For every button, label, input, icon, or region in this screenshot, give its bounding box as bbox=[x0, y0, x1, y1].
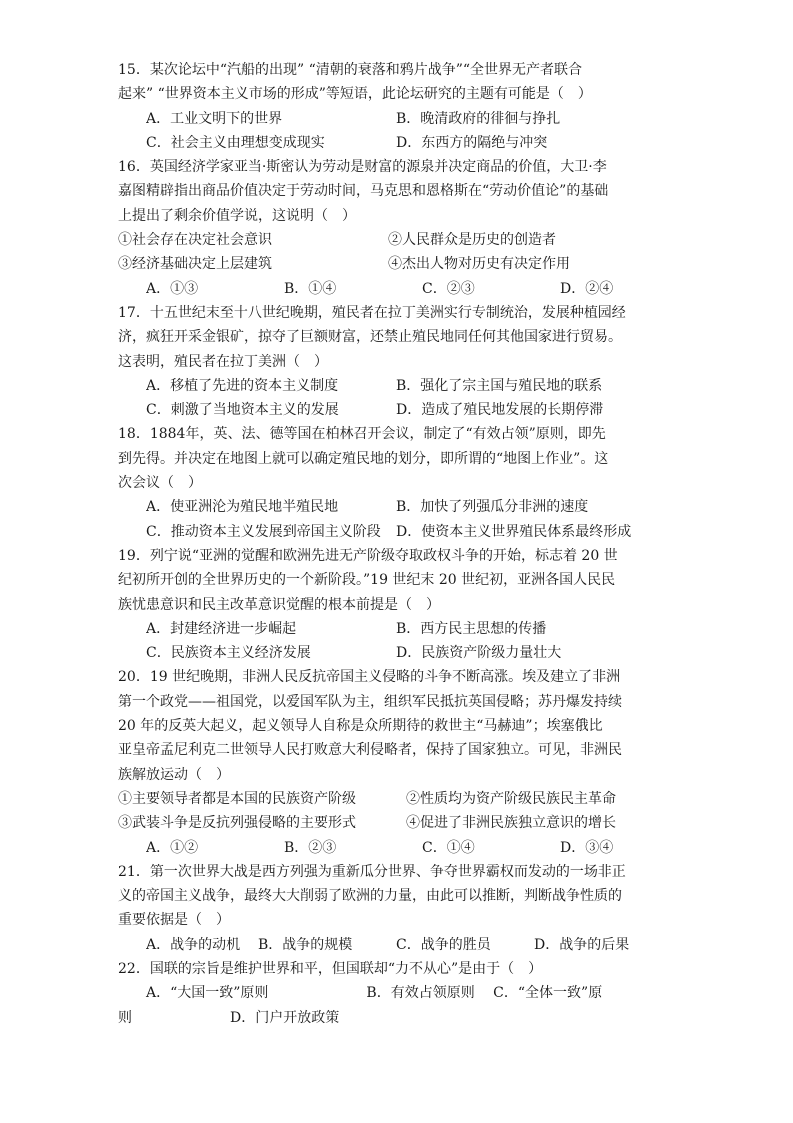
option-b[interactable]: B．战争的规模 bbox=[258, 936, 353, 953]
statement-item: ④促进了非洲民族独立意识的增长 bbox=[406, 815, 616, 832]
statement-item: ①主要领导者都是本国的民族资产阶级 bbox=[118, 790, 356, 807]
option-line: 则 D．门户开放政策 bbox=[118, 1009, 340, 1026]
option-row bbox=[118, 277, 678, 301]
option-row bbox=[118, 520, 678, 544]
option-a[interactable]: A．封建经济进一步崛起 bbox=[146, 620, 297, 637]
statement-row bbox=[118, 787, 678, 811]
question-text-line: 16．英国经济学家亚当·斯密认为劳动是财富的源泉并决定商品的价值，大卫·李 bbox=[118, 159, 607, 176]
statement-row bbox=[118, 228, 678, 252]
option-c[interactable]: C．社会主义由理想变成现实 bbox=[146, 134, 325, 151]
question-text-line: 族忧患意识和民主改革意识觉醒的根本前提是（ ） bbox=[118, 596, 440, 613]
question-19 bbox=[118, 544, 678, 665]
question-text-line: 起来” “世界资本主义市场的形成”等短语，此论坛研究的主题有可能是（ ） bbox=[118, 86, 592, 103]
option-b[interactable]: B．晚清政府的徘徊与挣扎 bbox=[396, 110, 561, 127]
option-a[interactable]: A．移植了先进的资本主义制度 bbox=[146, 377, 339, 394]
question-text-line: 上提出了剩余价值学说，这说明（ ） bbox=[118, 207, 356, 224]
option-b[interactable]: B．①④ bbox=[284, 280, 337, 297]
option-a[interactable]: A．战争的动机 bbox=[146, 936, 241, 953]
statement-item: ③武装斗争是反抗列强侵略的主要形式 bbox=[118, 815, 356, 832]
question-text-line: 重要依据是（ ） bbox=[118, 912, 230, 929]
question-text-line: 15．某次论坛中“汽船的出现” “清朝的衰落和鸦片战争”“全世界无产者联合 bbox=[118, 62, 583, 78]
option-a[interactable]: A．工业文明下的世界 bbox=[146, 110, 283, 127]
question-text-line: 济，疯狂开采金银矿，掠夺了巨额财富，还禁止殖民地同任何其他国家进行贸易。 bbox=[118, 329, 622, 346]
statement-item: ④杰出人物对历史有决定作用 bbox=[388, 256, 570, 273]
option-row bbox=[118, 107, 678, 131]
statement-row bbox=[118, 811, 678, 835]
option-row bbox=[118, 641, 678, 665]
question-text-line: 20．19 世纪晚期，非洲人民反抗帝国主义侵略的斗争不断高涨。埃及建立了非洲 bbox=[118, 669, 621, 686]
option-b[interactable]: B．西方民主思想的传播 bbox=[396, 620, 547, 637]
question-text-line: 次会议（ ） bbox=[118, 475, 202, 492]
question-text-line: 纪初所开创的全世界历史的一个新阶段。”19 世纪末 20 世纪初，亚洲各国人民民 bbox=[118, 572, 616, 589]
option-d[interactable]: D．战争的后果 bbox=[534, 936, 630, 953]
option-row bbox=[118, 836, 678, 860]
option-c[interactable]: C．民族资本主义经济发展 bbox=[146, 645, 311, 662]
question-22 bbox=[118, 957, 678, 1030]
option-b[interactable]: B．加快了列强瓜分非洲的速度 bbox=[396, 499, 589, 516]
question-text-line: 嘉图精辟指出商品价值决定于劳动时间，马克思和恩格斯在“劳动价值论”的基础 bbox=[118, 183, 609, 200]
option-row bbox=[118, 131, 678, 155]
question-text-line: 这表明，殖民者在拉丁美洲（ ） bbox=[118, 353, 328, 370]
question-21 bbox=[118, 860, 678, 957]
option-d[interactable]: D．使资本主义世界殖民体系最终形成 bbox=[396, 523, 632, 540]
option-c[interactable]: C．①④ bbox=[422, 839, 475, 856]
question-text-line: 20 年的反英大起义，起义领导人自称是众所期待的救世主“马赫迪”；埃塞俄比 bbox=[118, 718, 603, 735]
statement-item: ②性质均为资产阶级民族民主革命 bbox=[406, 790, 616, 807]
option-b[interactable]: B．②③ bbox=[284, 839, 337, 856]
question-text-line: 第一个政党——祖国党，以爱国军队为主，组织军民抵抗英国侵略；苏丹爆发持续 bbox=[118, 693, 622, 710]
option-row bbox=[118, 398, 678, 422]
option-row bbox=[118, 933, 678, 957]
option-c[interactable]: C．刺激了当地资本主义的发展 bbox=[146, 402, 339, 419]
option-row bbox=[118, 374, 678, 398]
option-c[interactable]: C．推动资本主义发展到帝国主义阶段 bbox=[146, 523, 381, 540]
option-d[interactable]: D．③④ bbox=[560, 839, 614, 856]
option-a[interactable]: A．①② bbox=[146, 839, 199, 856]
statement-item: ②人民群众是历史的创造者 bbox=[388, 232, 556, 249]
option-d[interactable]: D．东西方的隔绝与冲突 bbox=[396, 134, 548, 151]
option-row bbox=[118, 495, 678, 519]
option-a[interactable]: A．①③ bbox=[146, 280, 199, 297]
question-text-line: 族解放运动（ ） bbox=[118, 766, 230, 783]
option-c[interactable]: C．②③ bbox=[422, 280, 475, 297]
question-17 bbox=[118, 301, 678, 422]
question-text-line: 到先得。并决定在地图上就可以确定殖民地的划分，即所谓的“地图上作业”。这 bbox=[118, 450, 609, 467]
option-d[interactable]: D．②④ bbox=[560, 280, 614, 297]
question-text-line: 19．列宁说“亚洲的觉醒和欧洲先进无产阶级夺取政权斗争的开始，标志着 20 世 bbox=[118, 547, 618, 564]
option-row bbox=[118, 617, 678, 641]
option-d[interactable]: D．民族资产阶级力量壮大 bbox=[396, 645, 562, 662]
question-18 bbox=[118, 422, 678, 543]
option-b[interactable]: B．强化了宗主国与殖民地的联系 bbox=[396, 377, 603, 394]
option-d[interactable]: D．造成了殖民地发展的长期停滞 bbox=[396, 402, 604, 419]
question-text-line: 22．国联的宗旨是维护世界和平，但国联却“力不从心”是由于（ ） bbox=[118, 960, 543, 977]
question-15 bbox=[118, 58, 678, 155]
statement-item: ①社会存在决定社会意识 bbox=[118, 232, 272, 249]
question-text-line: 亚皇帝孟尼利克二世领导人民打败意大利侵略者，保持了国家独立。可见，非洲民 bbox=[118, 742, 622, 759]
question-text-line: 义的帝国主义战争，最终大大削弱了欧洲的力量，由此可以推断，判断战争性质的 bbox=[118, 888, 622, 905]
option-c[interactable]: C．战争的胜员 bbox=[396, 936, 491, 953]
option-a[interactable]: A．使亚洲沦为殖民地半殖民地 bbox=[146, 499, 339, 516]
option-line: A．“大国一致”原则 B．有效占领原则 C．“全体一致”原 bbox=[146, 985, 603, 1002]
question-text-line: 17．十五世纪末至十八世纪晚期，殖民者在拉丁美洲实行专制统治，发展种植园经 bbox=[118, 304, 626, 321]
statement-item: ③经济基础决定上层建筑 bbox=[118, 256, 272, 273]
statement-row bbox=[118, 252, 678, 276]
question-20 bbox=[118, 665, 678, 859]
question-list bbox=[118, 58, 678, 1030]
question-16 bbox=[118, 155, 678, 301]
question-text-line: 21．第一次世界大战是西方列强为重新瓜分世界、争夺世界霸权而发动的一场非正 bbox=[118, 863, 626, 880]
question-text-line: 18．1884年，英、法、德等国在柏林召开会议，制定了“有效占领”原则，即先 bbox=[118, 426, 606, 443]
